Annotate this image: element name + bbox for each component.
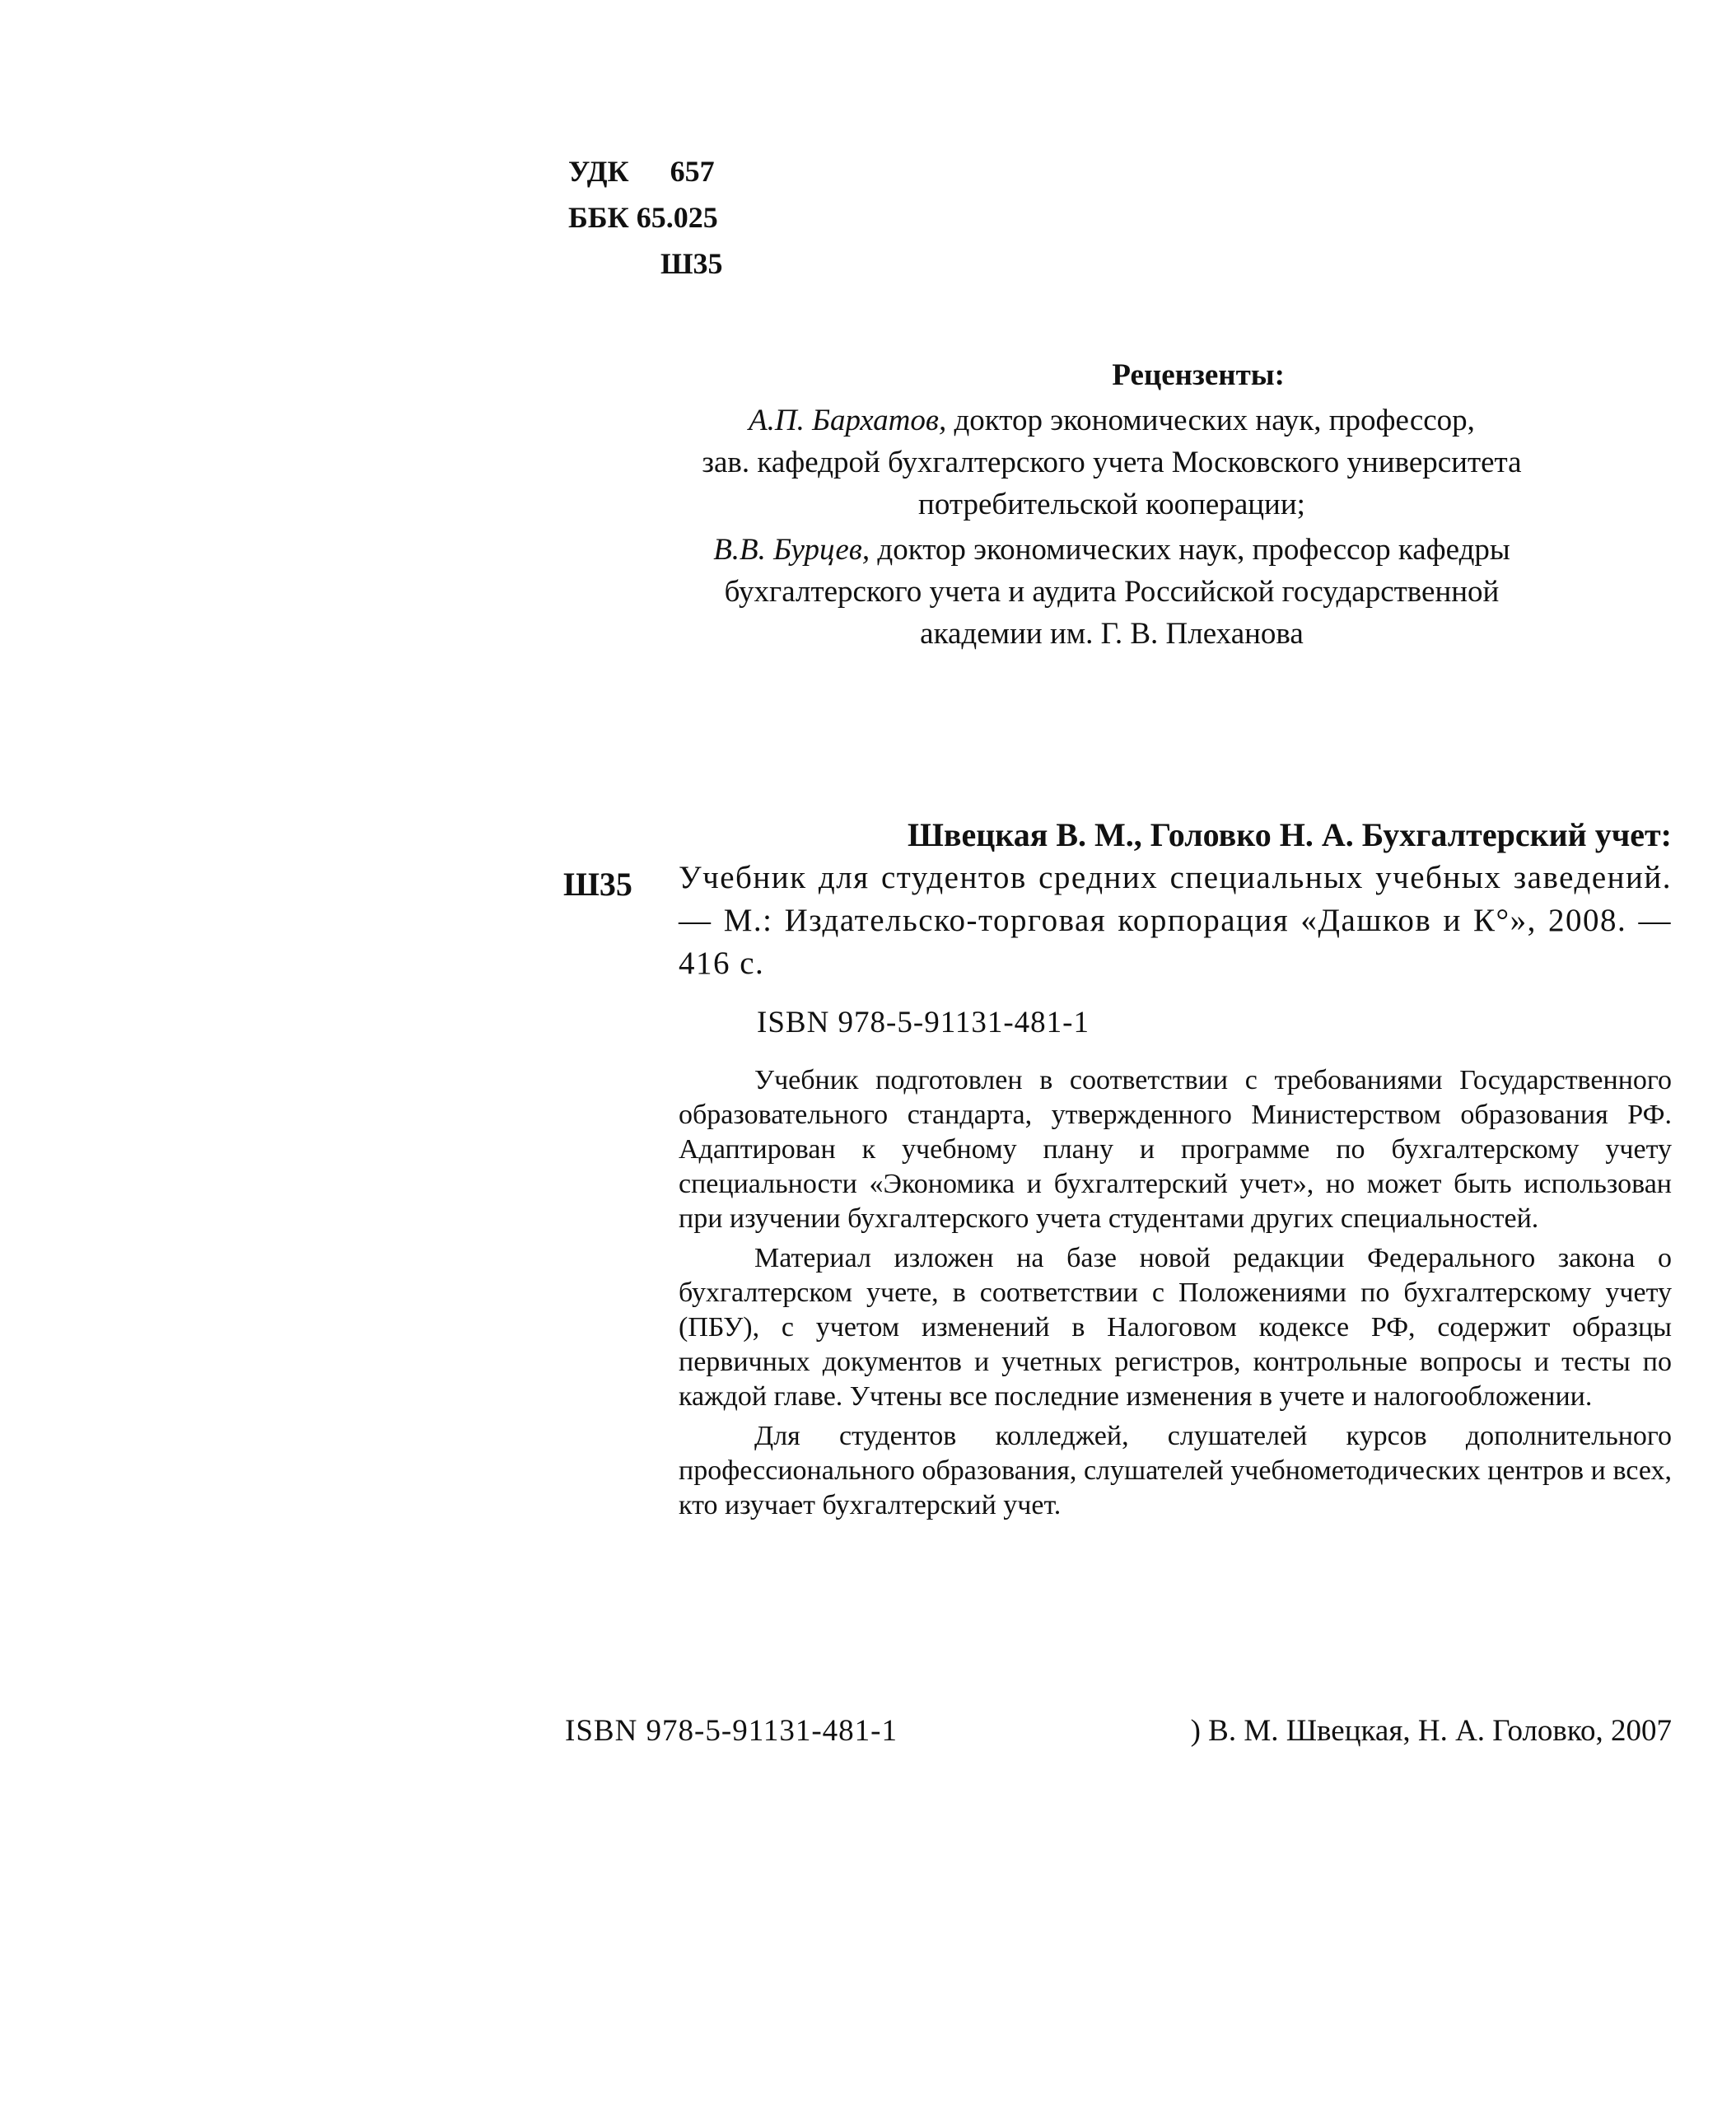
annotation-paragraph: Материал изложен на базе новой редакции Федерального закона о бухгалтерском учете, в соответствии с Положениями по бухгалтерскому учету (ПБУ), с учетом изменений в Налоговом кодексе РФ, содержит образцы первичных документов и учетных регистров, контрольные вопросы и тесты по каждой главе. Учтены все последние изменения в учете и налогообложении.: [679, 1243, 1672, 1412]
reviewer-credentials: доктор экономических наук, профессор,: [946, 404, 1475, 437]
publication-description: Учебник для студентов средних специальных учебных заведений. — М.: Издательско-торговая корпорация «Дашков и К°», 2008. — 416 с.: [679, 860, 1672, 981]
bbk-row: [568, 194, 723, 241]
bbk-value: 65.025: [636, 201, 718, 234]
reviewer-affiliation-cont: потребительской кооперации;: [918, 488, 1305, 521]
reviewer-affiliation: бухгалтерского учета и аудита Российской государственной: [724, 575, 1500, 609]
classification-block: [568, 148, 723, 287]
reviewer-affiliation: зав. кафедрой бухгалтерского учета Московского университета: [702, 446, 1522, 479]
annotation-paragraph: Учебник подготовлен в соответствии с требованиями Государственного образовательного стандарта, утвержденного Министерством образования РФ. Адаптирован к учебному плану и программе по бухгалтерскому учету специальности «Экономика и бухгалтерский учет», но может быть использован при изучении бухгалтерского учета студентами других специальностей.: [679, 1065, 1672, 1234]
reviewer-credentials: доктор экономических наук, профессор кафедры: [870, 533, 1510, 567]
udk-row: [568, 148, 723, 194]
reviewer-entry: [576, 399, 1647, 525]
reviewer-entry: [576, 529, 1647, 655]
udk-value: 657: [670, 155, 715, 188]
reviewer-name: В.В. Бурцев,: [713, 533, 870, 567]
reviewers-heading: Рецензенты:: [1112, 358, 1285, 392]
card-isbn: ISBN 978-5-91131-481-1: [757, 1006, 1090, 1039]
reviewer-affiliation-cont: академии им. Г. В. Плеханова: [920, 617, 1304, 651]
udk-label: УДК: [568, 155, 629, 188]
authors-title: Швецкая В. М., Головко Н. А. Бухгалтерский учет:: [907, 816, 1672, 853]
shelf-code: Ш35: [563, 866, 632, 903]
reviewers-block: [576, 354, 1647, 658]
bbk-label: ББК: [568, 201, 629, 234]
annotation: [679, 1063, 1672, 1523]
copyright-notice: ) В. М. Швецкая, Н. А. Головко, 2007: [1190, 1714, 1672, 1748]
footer-isbn: ISBN 978-5-91131-481-1: [565, 1714, 898, 1748]
catalog-card: [563, 814, 1672, 1528]
annotation-paragraph: Для студентов колледжей, слушателей курсов дополнительного профессионального образования, слушателей учебнометодических центров и всех, кто изучает бухгалтерский учет.: [679, 1421, 1672, 1520]
author-mark: Ш35: [660, 247, 723, 280]
reviewer-name: А.П. Бархатов,: [749, 404, 947, 437]
